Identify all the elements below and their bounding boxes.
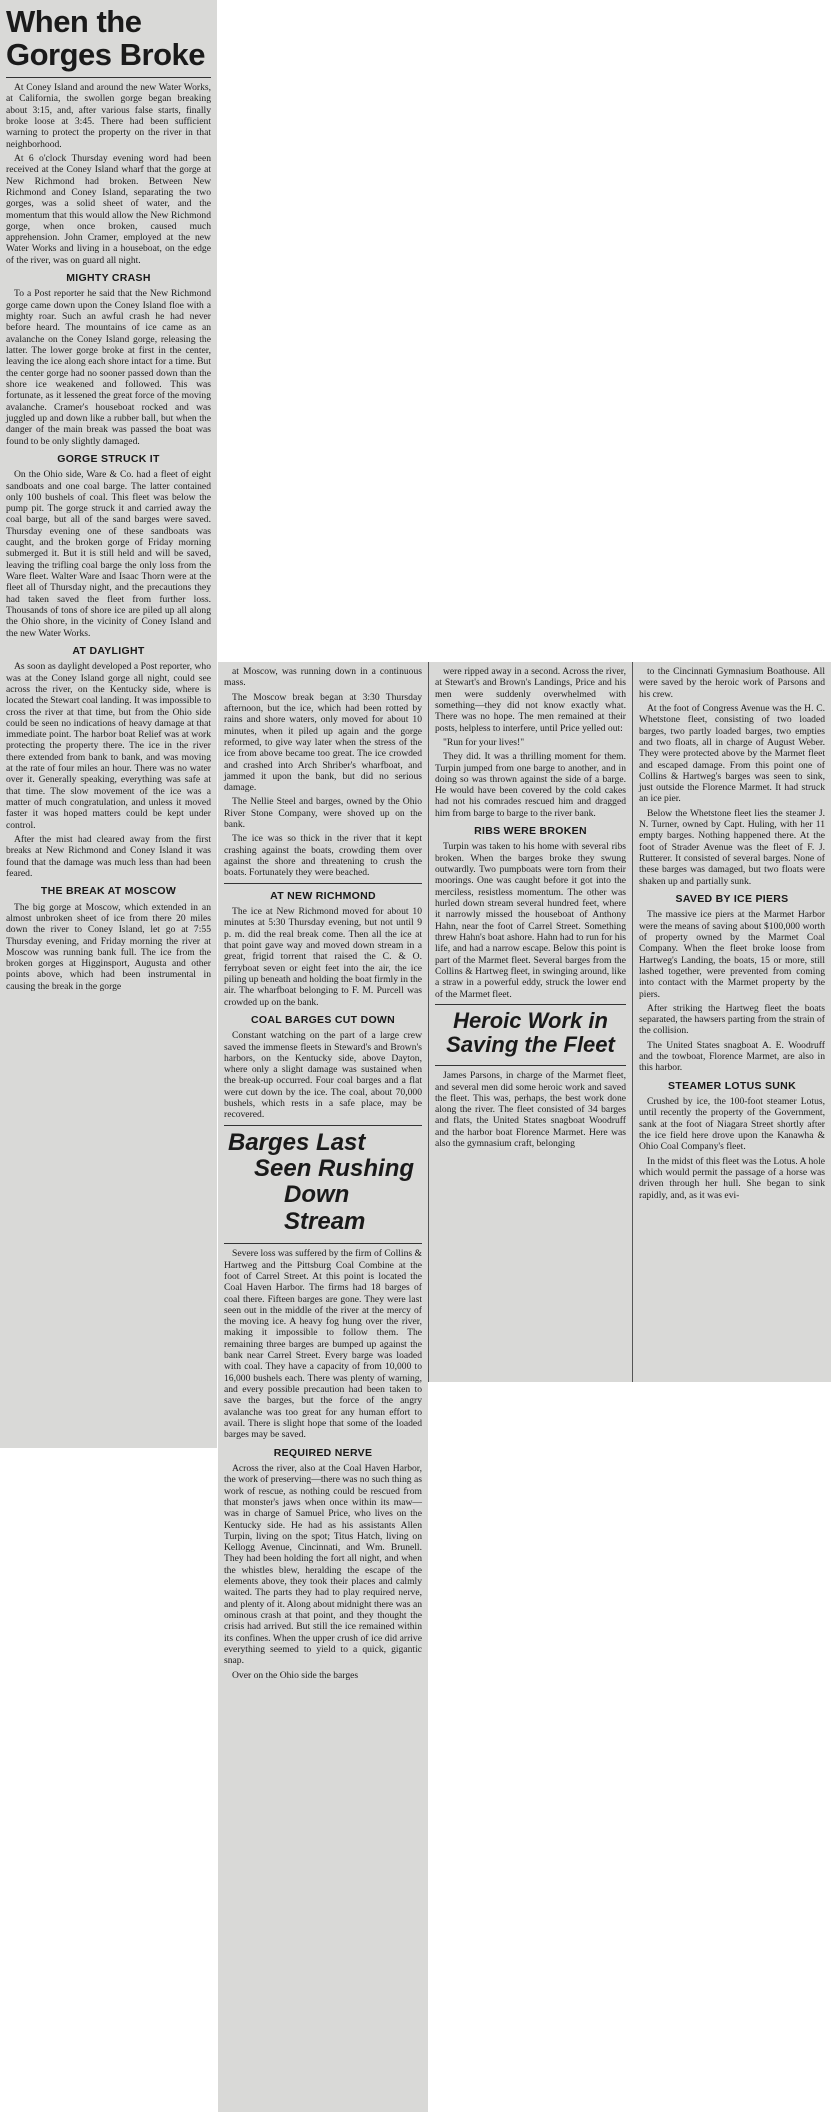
paragraph: After striking the Hartweg fleet the boats separated, the hawsers parting from the strain of the collision. xyxy=(639,1002,825,1037)
subheading-new-richmond: AT NEW RICHMOND xyxy=(270,889,376,902)
article-column-2 xyxy=(218,662,428,2112)
subheading-at-daylight: AT DAYLIGHT xyxy=(72,644,145,657)
subheading-ribs-broken: RIBS WERE BROKEN xyxy=(474,825,587,838)
paragraph: At the foot of Congress Avenue was the H. C. Whetstone fleet, consisting of two loaded barges, two partly loaded barges, two empties and two floats, all in charge of August Weber. They were protected above by the Marmet fleet and escaped damage. From this point one of Collins & Hartweg's barges was seen to sink, just outside the Florence Marmet. It had struck an ice pier. xyxy=(639,702,825,805)
divider xyxy=(435,1004,626,1005)
paragraph: to the Cincinnati Gymnasium Boathouse. All were saved by the heroic work of Parsons and his crew. xyxy=(639,666,825,700)
paragraph: Turpin was taken to his home with several ribs broken. When the barges broke they swung outwardly. Two pumpboats were torn from their moorings. One was caught before it got into the merciless, resistless momentum. The other was hurled down stream several hundred feet, where it narrowly missed the houseboat of Anthony Hahn, near the foot of Carrel Street. Something threw Hahn's boat ashore. Hahn had to run for his life, and had a narrow escape. Below this point is part of the Marmet fleet. Several barges from the Collins & Hartweg fleet, in swinging around, like a straw in a powerful eddy, struck the lower end of the Marmet fleet. xyxy=(435,841,626,1000)
headline-gorges-broke xyxy=(6,6,211,71)
article-column-4 xyxy=(633,662,831,1382)
subheading-gorge-struck: GORGE STRUCK IT xyxy=(57,452,160,465)
paragraph: In the midst of this fleet was the Lotus. A hole which would permit the passage of a horse was driven through her hull. She began to sink rapidly, and, as it was evi- xyxy=(639,1155,825,1201)
paragraph: "Run for your lives!" xyxy=(443,736,525,748)
paragraph: The Moscow break began at 3:30 Thursday afternoon, but the ice, which had been rotted by rains and shore waters, only moved for about 10 minutes, when it piled up again and the gorge reformed, to give way later when the stress of the ice from above became too great. The ice crowded and crashed into Arch Shriber's wharfboat, and jammed it upon the bank, but did no serious damage. xyxy=(224,691,422,794)
paragraph: James Parsons, in charge of the Marmet fleet, and several men did some heroic work and saved the fleet. This was, perhaps, the best work done along the river. The fleet consisted of 34 barges and flats, the United States snagboat Woodruff and the harbor boat Florence Marmet. Here was also the gymnasium craft, belonging xyxy=(435,1070,626,1150)
article-column-3 xyxy=(429,662,632,1382)
article-column-1 xyxy=(0,0,217,1448)
paragraph: Over on the Ohio side the barges xyxy=(232,1669,359,1681)
paragraph: at Moscow, was running down in a continuous mass. xyxy=(224,666,422,689)
paragraph: They did. It was a thrilling moment for them. Turpin jumped from one barge to another, and in doing so was thrown against the side of a barge. He would have been covered by the cold cakes had not his comrades rescued him and dragged him from barge to barge to the river bank. xyxy=(435,751,626,819)
paragraph: The massive ice piers at the Marmet Harbor were the means of saving about $100,000 worth of property owned by the Marmet Coal Company. When the fleet broke loose from Hartweg's Landing, the boats, 15 or more, still lashed together, were prevented from coming into contact with the Marmet property by the piers. xyxy=(639,909,825,1000)
subheading-break-moscow: THE BREAK AT MOSCOW xyxy=(40,885,177,898)
headline-line: When the xyxy=(6,4,142,39)
paragraph: After the mist had cleared away from the first breaks at New Richmond and Coney Island it was found that the damage was much less than had been feared. xyxy=(6,833,211,879)
paragraph: The United States snagboat A. E. Woodruff and the towboat, Florence Marmet, are also in this harbor. xyxy=(639,1039,825,1074)
divider xyxy=(435,1065,626,1066)
paragraph: were ripped away in a second. Across the river, at Stewart's and Brown's Landings, Price and his men were suddenly overwhelmed with something—they did not know exactly what. There was no hope. The men remained at their posts, helpless to interfere, until Price yelled out: xyxy=(435,666,626,734)
divider xyxy=(224,883,422,884)
paragraph: Across the river, also at the Coal Haven Harbor, the work of preserving—there was no such thing as work of rescue, as nothing could be rescued from that monster's jaws when once within its maw—was in charge of Samuel Price, who lives on the Kentucky side. He had as his assistants Allen Turpin, living on the spot; Titus Hatch, living on Kellogg Avenue, Cincinnati, and Wm. Brunell. They had been holding the fort all night, and when the whistles blew, heralding the escape of the elements above, they took their places and calmly waited. The parts they had to play required nerve, and plenty of it. Along about midnight there was an ominous crash at that point, and they thought the crisis had arrived. But still the ice remained within its confines. When the upper crush of ice did arrive everything seemed to yield to a quick, gigantic snap. xyxy=(224,1462,422,1667)
divider xyxy=(224,1243,422,1244)
paragraph: The Nellie Steel and barges, owned by the Ohio River Stone Company, were shoved up on the bank. xyxy=(224,796,422,831)
headline-line: Seen Rushing xyxy=(254,1155,415,1183)
headline-heroic-work xyxy=(435,1009,626,1057)
divider xyxy=(6,77,211,78)
paragraph: On the Ohio side, Ware & Co. had a fleet of eight sandboats and one coal barge. The latter contained only 100 bushels of coal. This fleet was below the pump pit. The gorge struck it and carried away the coal barge, but all of the sand barges were saved. Thursday evening one of these sandboats was caught, and the broken gorge of Friday morning submerged it. But it is still held and will be saved, leaving the trifling coal barge the only loss from the Ware fleet. Walter Ware and Isaac Thorn were at the fleet all of Thursday night, and the precautions they had taken saved the fleet from further loss. Thousands of tons of shore ice are piled up all along the Ohio shore, in the vicinity of Coney Island and the new Water Works. xyxy=(6,469,211,639)
paragraph: Severe loss was suffered by the firm of Collins & Hartweg and the Pittsburg Coal Combine at the foot of Carrel Street. At this point is located the Coal Haven Harbor. The firms had 18 barges of coal there. Fifteen barges are gone. They were last seen out in the middle of the river at the mercy of the moving ice. A heavy fog hung over the river, making it impossible to follow them. The remaining three barges are bumped up against the bank near Carrel Street. Every barge was loaded with coal. They have a capacity of from 10,000 to 16,000 bushels each. There was plenty of warning, and every possible precaution had been taken to save the barges, but the force of the angry avalanche was too great for any human effort to avail. There is slight hope that some of the loaded barges may be saved. xyxy=(224,1248,422,1441)
subheading-lotus-sunk: STEAMER LOTUS SUNK xyxy=(668,1079,796,1092)
paragraph: The ice at New Richmond moved for about 10 minutes at 5:30 Thursday evening, but not until 9 p. m. did the real break come. Then all the ice at that point gave way and moved down stream in a great, frigid torrent that raised the C. & O. ferryboat seven or eight feet into the air, the ice piling up beneath and holding the boat firmly in the air. The wharfboat belonging to F. M. Purcell was crowded up on the bank. xyxy=(224,906,422,1008)
subheading-ice-piers: SAVED BY ICE PIERS xyxy=(675,892,789,905)
paragraph: As soon as daylight developed a Post reporter, who was at the Coney Island gorge all night, could see across the river, on the Kentucky side, where is located the Stewart coal landing. It was impossible to cross the river at that time, but from the Ohio side could be seen no indications of heavy damage at that immediate point. The harbor boat Relief was at work protecting the property there. The ice in the river there extended from bank to bank, and was moving at the rate of four miles an hour. There was no water over it. Generally speaking, everything was safe at that time. The slow movement of the ice was a matter of much congratulation, and unless it moved faster it was hoped matters could be kept under control. xyxy=(6,661,211,831)
divider xyxy=(224,1125,422,1126)
headline-line: Down Stream xyxy=(284,1181,366,1235)
column-divider xyxy=(428,662,429,1382)
headline-barges-last xyxy=(224,1130,422,1236)
paragraph: Below the Whetstone fleet lies the steamer J. N. Turner, owned by Capt. Huling, with her 11 empty barges. Nothing happened there. At the foot of Strader Avenue was the fleet of F. J. Rutterer. It consisted of several barges. None of these barges was damaged, but two floats were shaken up and partially sunk. xyxy=(639,807,825,887)
paragraph: The ice was so thick in the river that it kept crashing against the boats, crowding them over against the shore and threatening to crush the boats. Fortunately they were beached. xyxy=(224,833,422,879)
headline-line: Saving the Fleet xyxy=(446,1032,615,1057)
subheading-required-nerve: REQUIRED NERVE xyxy=(273,1446,373,1459)
column-divider xyxy=(632,662,633,1382)
headline-line: Barges Last xyxy=(228,1128,366,1156)
subheading-mighty-crash: MIGHTY CRASH xyxy=(66,272,151,285)
headline-line: Gorges Broke xyxy=(6,36,206,72)
paragraph: Constant watching on the part of a large crew saved the immense fleets in Steward's and Brown's harbors, on the Kentucky side, above Dayton, where only a slight damage was sustained when the break-up occurred. Four coal barges and a flat were cut down by the ice. The coal, about 70,000 bushels, which rests in a safe place, may be recovered. xyxy=(224,1030,422,1121)
paragraph: Crushed by ice, the 100-foot steamer Lotus, until recently the property of the Government, sank at the foot of Niagara Street shortly after the ice field here drove upon the Kanawha & Ohio Coal Company's fleet. xyxy=(639,1096,825,1153)
paragraph: The big gorge at Moscow, which extended in an almost unbroken sheet of ice from there 20 miles down the river to Coney Island, let go at 7:55 Thursday evening, and Friday morning the river at Moscow was running bank full. The ice from the broken gorges at Higginsport, Augusta and other points above, which had been instrumental in causing the break in the gorge xyxy=(6,901,211,992)
headline-line: Heroic Work in xyxy=(453,1007,608,1033)
paragraph: At Coney Island and around the new Water Works, at California, the swollen gorge began breaking about 3:15, and, after various false starts, finally broke loose at 3:45. There had been sufficient warning to protect the property on the river in that neighborhood. xyxy=(6,82,211,150)
paragraph: To a Post reporter he said that the New Richmond gorge came down upon the Coney Island floe with a mighty roar. Such an awful crash he had never before heard. The mountains of ice came as an avalanche on the Coney Island gorge, releasing the latter. The lower gorge broke at first in the center, leaving the ice along each shore intact for a time. But the center gorge had no sooner passed down than the shore ice weakened and followed. This was fortunate, as it lessened the great force of the moving avalanche. Cramer's houseboat rocked and was juggled up and down like a rubber ball, but when the danger of the main break was passed the boat was found to be only slightly damaged. xyxy=(6,288,211,447)
subheading-coal-barges: COAL BARGES CUT DOWN xyxy=(250,1013,396,1026)
paragraph: At 6 o'clock Thursday evening word had been received at the Coney Island wharf that the gorge at New Richmond had broken. Between New Richmond and Coney Island, separating the two gorges, was a solid sheet of water, and the momentum that this would allow the New Richmond gorge, when once broken, caused much apprehension. John Cramer, employed at the new Water Works and living in a houseboat, on the edge of the river, was on guard all night. xyxy=(6,152,211,266)
